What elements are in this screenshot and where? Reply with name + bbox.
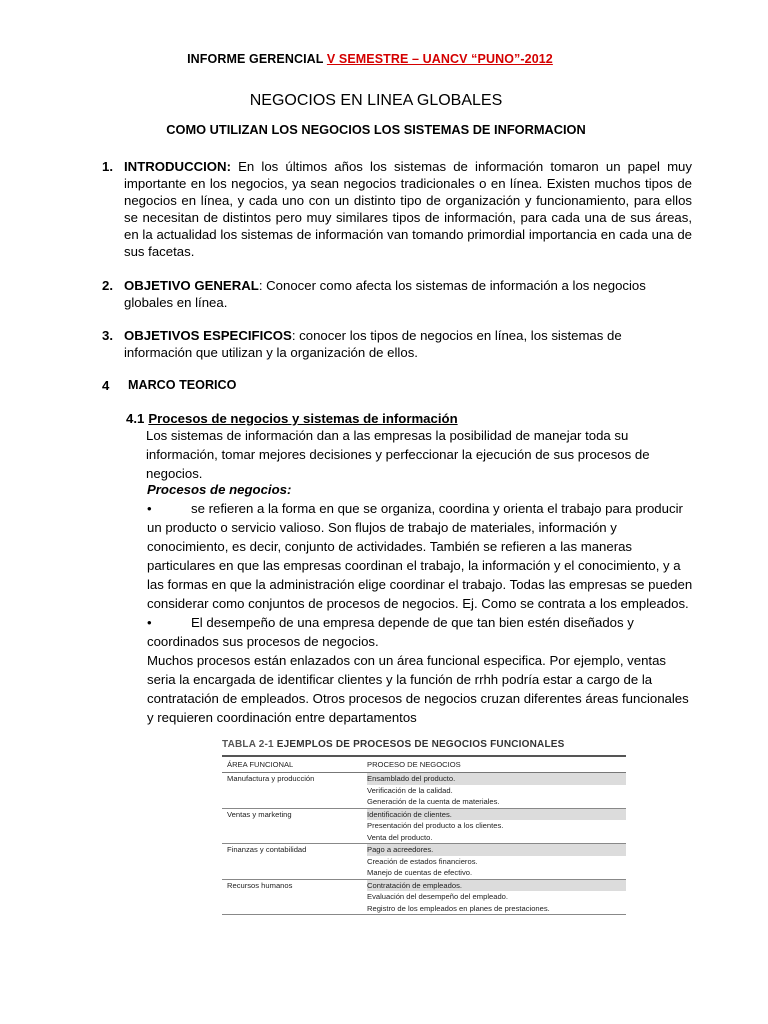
table-header-cell: ÁREA FUNCIONAL	[227, 760, 294, 769]
table-process-item: Contratación de empleados.	[367, 880, 626, 892]
document-title: NEGOCIOS EN LINEA GLOBALES	[249, 92, 503, 109]
section-number: 4	[102, 378, 110, 393]
table-area-cell: Recursos humanos	[227, 880, 293, 890]
section-number: 3.	[102, 328, 113, 343]
section-body	[124, 327, 692, 361]
table-process-cell	[367, 809, 626, 844]
table-title-key: TABLA 2-1	[222, 739, 274, 750]
functional-processes-table	[222, 755, 626, 915]
table-title	[222, 739, 626, 750]
table-area-cell: Ventas y marketing	[227, 809, 292, 819]
procesos-heading: Procesos de negocios:	[147, 482, 292, 497]
subsection-title: Procesos de negocios y sistemas de información	[148, 411, 458, 426]
table-process-item: Pago a acreedores.	[367, 844, 626, 856]
bullet-icon: •	[147, 615, 152, 630]
report-header	[0, 52, 768, 66]
section-text: En los últimos años los sistemas de información tomaron un papel muy importante en los negocios, ya sean negocios tradicionales o en línea. Existen muchos tipos de negocios en línea, y cada uno con un distinto tipo de organización y funcionamiento, para ellos se necesitan de distintos pero muy similares tipos de información, para cada una de sus áreas, en la actualidad los sistemas de información van tomando primordial importancia en cada una de sus facetas.	[124, 159, 692, 259]
bullet-text: se refieren a la forma en que se organiza, coordina y orienta el trabajo para producir un producto o servicio valioso. Son flujos de trabajo de materiales, información y conocimiento, es decir, conjunto de actividades. También se refieren a las maneras particulares en que las empresas coordinan el trabajo, la información y el conocimiento, y a las formas en que la administración elige coordinar el trabajo. Todas las empresas se pueden considerar como conjuntos de procesos de negocios. Ej. Como se contrata a los empleados.	[147, 501, 693, 611]
table-process-item: Generación de la cuenta de materiales.	[367, 797, 500, 806]
table-process-cell	[367, 880, 626, 915]
bullet-item	[147, 613, 695, 651]
subsection-4-1	[126, 411, 696, 483]
table-row	[222, 844, 626, 880]
section-marco-teorico	[102, 377, 692, 394]
table-row	[222, 809, 626, 845]
section-body	[124, 277, 692, 311]
table-header-row	[222, 757, 626, 773]
section-label: OBJETIVO GENERAL	[124, 278, 259, 293]
table-figure	[222, 739, 626, 931]
section-label: MARCO TEORICO	[128, 378, 237, 392]
table-title-rest: EJEMPLOS DE PROCESOS DE NEGOCIOS FUNCIONALES	[273, 739, 565, 750]
section-text: : conocer los tipos de negocios en línea, los sistemas de información que utilizan y la organización de ellos.	[124, 328, 622, 360]
table-area-cell: Manufactura y producción	[227, 774, 315, 783]
table-process-item: Creación de estados financieros.	[367, 856, 478, 866]
section-label: INTRODUCCION:	[124, 159, 231, 174]
section-objetivo-general	[102, 277, 692, 311]
table-process-item: Evaluación del desempeño del empleado.	[367, 892, 509, 901]
bullet-item	[147, 499, 695, 613]
bullet-text: El desempeño de una empresa depende de que tan bien estén diseñados y coordinados sus procesos de negocios.	[147, 615, 634, 649]
subsection-number: 4.1	[126, 411, 145, 426]
bullet-icon: •	[147, 501, 152, 516]
procesos-paragraph: Muchos procesos están enlazados con un área funcional especifica. Por ejemplo, ventas seria la encargada de identificar clientes y la función de rrhh podría estar a cargo de la contratación de empleados. Otros procesos de negocios cruzan diferentes áreas funcionales y requieren coordinación entre departamentos	[147, 653, 689, 725]
section-body	[124, 158, 692, 260]
section-number: 1.	[102, 159, 113, 174]
table-row	[222, 880, 626, 916]
table-area-cell: Finanzas y contabilidad	[227, 845, 307, 854]
section-number: 2.	[102, 278, 113, 293]
document-subtitle: COMO UTILIZAN LOS NEGOCIOS LOS SISTEMAS DE INFORMACION	[166, 122, 586, 137]
procesos-de-negocios	[147, 480, 695, 727]
table-process-cell	[367, 844, 626, 879]
table-process-item: Venta del producto.	[367, 832, 433, 842]
section-text: : Conocer como afecta los sistemas de información a los negocios globales en línea.	[124, 278, 646, 310]
table-row	[222, 773, 626, 809]
subsection-text: Los sistemas de información dan a las empresas la posibilidad de manejar toda su información, tomar mejores decisiones y perfeccionar la ejecución de sus procesos de negocios.	[146, 428, 650, 481]
table-process-item: Identificación de clientes.	[367, 809, 626, 821]
section-label: OBJETIVOS ESPECIFICOS	[124, 328, 292, 343]
table-process-item: Manejo de cuentas de efectivo.	[367, 868, 473, 877]
subsection-heading	[126, 411, 696, 426]
table-process-cell	[367, 773, 626, 808]
table-header-cell: PROCESO DE NEGOCIOS	[367, 760, 461, 769]
table-process-item: Verificación de la calidad.	[367, 785, 453, 795]
header-right: V SEMESTRE – UANCV “PUNO”-2012	[326, 52, 553, 66]
section-objetivos-especificos	[102, 327, 692, 361]
header-left: INFORME GERENCIAL	[187, 52, 327, 66]
table-process-item: Ensamblado del producto.	[367, 773, 626, 785]
table-process-item: Registro de los empleados en planes de prestaciones.	[367, 903, 550, 913]
section-introduccion	[102, 158, 692, 260]
table-process-item: Presentación del producto a los clientes.	[367, 821, 504, 830]
